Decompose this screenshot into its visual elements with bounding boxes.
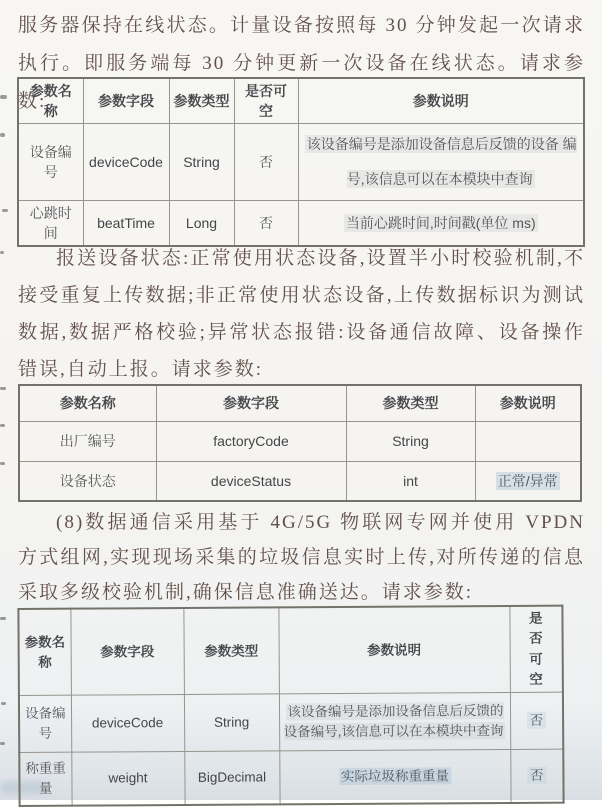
scan-artifact (2, 209, 8, 212)
header-param-field: 参数字段 (83, 78, 169, 124)
cell-param-type: BigDecimal (184, 751, 279, 805)
table-upload-params (17, 605, 564, 807)
header-param-desc: 参数说明 (298, 78, 584, 124)
cell-param-field: deviceStatus (156, 461, 346, 501)
cell-param-type: String (169, 124, 234, 201)
table-status-params (18, 384, 582, 502)
table-row (18, 124, 584, 201)
cell-param-name: 设备编号 (19, 695, 71, 752)
cell-nullable: 否 (234, 124, 298, 201)
cell-nullable: 否 (510, 692, 563, 749)
header-param-field: 参数字段 (70, 608, 184, 695)
paragraph-heartbeat-intro: 服务器保持在线状态。计量设备按照每 30 分钟发起一次请求执行。即服务端每 30 分钟更新一次设备在线状态。请求参数: (18, 15, 585, 112)
scan-artifact (0, 251, 4, 254)
scan-artifact (0, 462, 5, 465)
header-param-type: 参数类型 (346, 385, 475, 421)
table-row (19, 421, 581, 461)
cell-param-field: deviceCode (83, 124, 169, 201)
cell-param-name: 设备编号 (18, 124, 83, 201)
cell-param-field: beatTime (83, 201, 169, 247)
cell-param-name: 称重重量 (19, 752, 71, 805)
header-nullable: 是否可空 (509, 606, 563, 693)
table-row (19, 461, 581, 501)
cell-param-desc: 当前心跳时间,时间戳(单位 ms) (298, 201, 584, 247)
cell-param-name: 设备状态 (19, 461, 156, 501)
table-heartbeat-params (17, 77, 585, 247)
cell-param-field: weight (71, 751, 184, 805)
table-header-row (18, 606, 563, 696)
header-param-name: 参数名称 (19, 385, 156, 421)
table-header-row (19, 385, 581, 421)
paragraph-device-status: 报送设备状态:正常使用状态设备,设置半小时校验机制,不接受重复上传数据;非正常使用状态设备,上传数据标识为测试数据,数据严格校验;异常状态报错:设备通信故障、设备操作错误,自动上报。请求参数: (18, 248, 585, 380)
header-param-desc: 参数说明 (278, 606, 510, 694)
header-nullable: 是否可空 (234, 78, 298, 124)
scan-artifact (0, 95, 7, 99)
scan-artifact (0, 742, 5, 745)
scan-artifact (0, 617, 6, 620)
scan-artifact (0, 424, 5, 427)
cell-param-type: String (346, 421, 475, 461)
scan-artifact (1, 702, 6, 705)
cell-param-desc: 正常/异常 (475, 461, 581, 501)
table-row (19, 749, 563, 805)
header-param-desc: 参数说明 (475, 385, 581, 421)
cell-param-name: 心跳时间 (18, 201, 83, 247)
scan-artifact (0, 133, 5, 137)
cell-param-type: Long (169, 201, 234, 247)
table-row (19, 692, 563, 752)
cell-param-desc: 实际垃圾称重重量 (279, 749, 510, 803)
cell-param-type: String (184, 694, 279, 752)
cell-param-field: factoryCode (156, 421, 346, 461)
cell-param-name: 出厂编号 (19, 421, 156, 461)
scan-artifact (0, 387, 6, 390)
paragraph-data-comm: (8)数据通信采用基于 4G/5G 物联网专网并使用 VPDN 方式组网,实现现场采集的垃圾信息实时上传,对所传递的信息采取多级校验机制,确保信息准确送达。请求参数: (18, 512, 585, 603)
header-param-field: 参数字段 (156, 385, 346, 421)
header-param-name: 参数名称 (18, 78, 83, 124)
header-param-type: 参数类型 (183, 607, 279, 694)
cell-param-field: deviceCode (71, 694, 184, 752)
cell-param-desc: 该设备编号是添加设备信息后反馈的设备 编号,该信息可以在本模块中查询 (298, 124, 584, 201)
cell-nullable: 否 (234, 201, 298, 247)
table-header-row (18, 78, 584, 124)
cell-param-desc (475, 421, 581, 461)
cell-param-type: int (346, 461, 475, 501)
header-param-name: 参数名称 (18, 609, 71, 696)
cell-nullable: 否 (510, 749, 563, 802)
header-param-type: 参数类型 (169, 78, 234, 124)
cell-param-desc: 该设备编号是添加设备信息后反馈的设备编号,该信息可以在本模块中查询 (279, 692, 510, 750)
